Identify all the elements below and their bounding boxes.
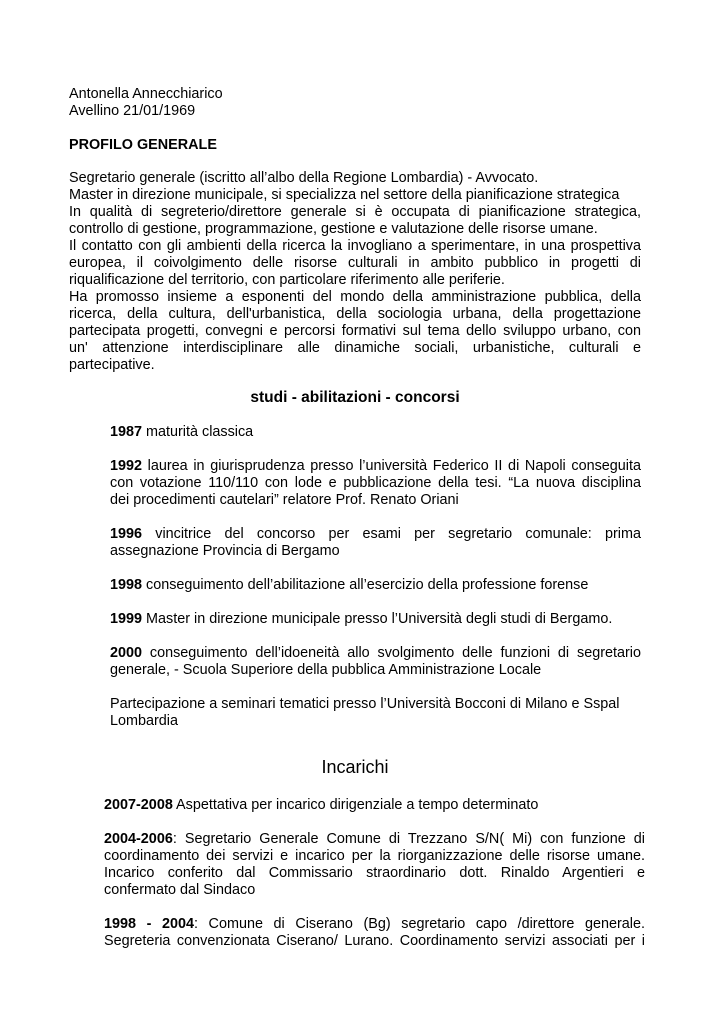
- incarico-period: 2007-2008: [104, 797, 173, 813]
- studi-text: vincitrice del concorso per esami per segretario comunale: prima: [155, 526, 641, 542]
- seminari-text: Lombardia: [110, 713, 178, 729]
- profile-line: europea, il coivolgimento delle risorse culturali in ambito pubblico in progetti di: [69, 255, 641, 271]
- studi-text: maturità classica: [142, 424, 254, 440]
- incarico-text: Segreteria convenzionata Ciserano/ Lurano. Coordinamento servizi associati per i: [104, 933, 645, 949]
- incarico-item: [104, 916, 645, 950]
- incarichi-heading: Incarichi: [321, 757, 389, 777]
- studi-item: [110, 424, 641, 441]
- profile-line: Ha promosso insieme a esponenti del mondo della amministrazione pubblica, della: [69, 289, 641, 305]
- incarico-period: 1998 - 2004: [104, 916, 194, 932]
- studi-item: [110, 577, 641, 594]
- profile-line: Master in direzione municipale, si specializza nel settore della pianificazione strategica: [69, 187, 620, 203]
- incarico-text: Incarico conferito dal Commissario straordinario dott. Rinaldo Argentieri e: [104, 865, 645, 881]
- studi-text: dei procedimenti cautelari” relatore Prof. Renato Oriani: [110, 492, 459, 508]
- studi-text: assegnazione Provincia di Bergamo: [110, 543, 340, 559]
- seminari-text: Partecipazione a seminari tematici presso l’Università Bocconi di Milano e Sspal: [110, 696, 620, 712]
- studi-year: 1996: [110, 526, 143, 542]
- incarichi-list: [104, 797, 645, 950]
- seminari-item: [110, 696, 641, 730]
- studi-year: 1999: [110, 611, 143, 627]
- studi-year: 2000: [110, 645, 143, 661]
- studi-item: [110, 611, 641, 628]
- incarico-text: : Segretario Generale Comune di Trezzano S/N( Mi) con funzione di: [172, 831, 645, 847]
- studi-item: [110, 645, 641, 679]
- profile-line: Segretario generale (iscritto all’albo della Regione Lombardia) - Avvocato.: [69, 170, 539, 186]
- incarico-text: confermato dal Sindaco: [104, 882, 256, 898]
- incarico-text: : Comune di Ciserano (Bg) segretario capo /direttore generale.: [193, 916, 645, 932]
- studi-text: conseguimento dell’idoeneità allo svolgimento delle funzioni di segretario: [142, 645, 641, 661]
- studi-text: Master in direzione municipale presso l’Università degli studi di Bergamo.: [142, 611, 613, 627]
- incarico-item: [104, 797, 645, 814]
- profile-line: riqualificazione del territorio, con particolare riferimento alle periferie.: [69, 272, 505, 288]
- studi-year: 1992: [110, 458, 143, 474]
- studi-text: laurea in giurisprudenza presso l’università Federico II di Napoli conseguita: [142, 458, 641, 474]
- studi-item: [110, 458, 641, 509]
- incarico-text: coordinamento dei servizi e incarico per la riorganizzazione delle risorse umane.: [104, 848, 645, 864]
- profile-heading: PROFILO GENERALE: [69, 137, 217, 153]
- profile-line: Il contatto con gli ambienti della ricerca la invogliano a sperimentare, in una prospettiva: [69, 238, 641, 254]
- incarico-period: 2004-2006: [104, 831, 173, 847]
- incarico-text: Aspettativa per incarico dirigenziale a tempo determinato: [172, 797, 539, 813]
- header: [69, 86, 649, 154]
- author-birth: Avellino 21/01/1969: [69, 103, 196, 119]
- profile-line: partecipative.: [69, 357, 155, 373]
- studi-heading: studi - abilitazioni - concorsi: [250, 389, 460, 406]
- author-name: Antonella Annecchiarico: [69, 86, 223, 102]
- profile-line: In qualità di segreterio/direttore generale si è occupata di pianificazione strategica,: [69, 204, 641, 220]
- studi-year: 1987: [110, 424, 143, 440]
- studi-list: [110, 424, 641, 730]
- studi-text: conseguimento dell’abilitazione all’esercizio della professione forense: [142, 577, 589, 593]
- incarico-item: [104, 831, 645, 899]
- studi-text: con votazione 110/110 con lode e pubblicazione della tesi. “La nuova disciplina: [110, 475, 641, 491]
- profile-line: un' attenzione interdisciplinare alle dinamiche sociali, urbanistiche, culturali e: [69, 340, 641, 356]
- profile-paragraph: [69, 170, 641, 374]
- profile-line: ricerca, della cultura, dell'urbanistica, della sociologia urbana, della progettazione: [69, 306, 641, 322]
- studi-text: generale, - Scuola Superiore della pubblica Amministrazione Locale: [110, 662, 542, 678]
- profile-line: partecipata progetti, convegni e percorsi formativi sul tema dello sviluppo urbano, con: [69, 323, 641, 339]
- studi-item: [110, 526, 641, 560]
- profile-line: controllo di gestione, programmazione, gestione e valutazione delle risorse umane.: [69, 221, 598, 237]
- studi-year: 1998: [110, 577, 143, 593]
